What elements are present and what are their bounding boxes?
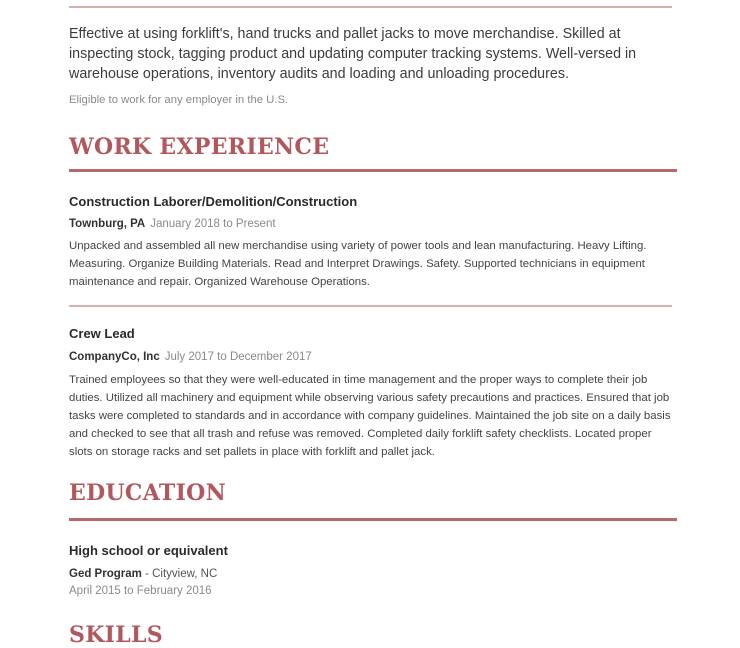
job-divider	[69, 305, 672, 307]
education-dates: April 2015 to February 2016	[69, 585, 212, 597]
job-meta	[69, 351, 677, 363]
work-experience-rule	[69, 169, 677, 172]
work-experience-heading: WORK EXPERIENCE	[69, 134, 330, 160]
job-company: Townburg, PA	[69, 218, 146, 230]
job-company: CompanyCo, Inc	[69, 351, 160, 363]
job-description: Trained employees so that they were well-educated in time management and the proper ways to complete their job duties. Utilized all machinery and equipment while observing various safety precautions and practices. Ensured that job tasks were completed to standards and in accordance with company guidelines. Maintained the job site on a daily basis and checked to see that all trash and refuse was removed. Completed daily forklift safety checklists. Located proper slots on storage racks and set pallets in place with forklift and pallet jack.	[69, 374, 671, 458]
education-heading: EDUCATION	[69, 480, 227, 506]
top-divider	[69, 6, 672, 8]
eligibility-note: Eligible to work for any employer in the U.S.	[69, 94, 289, 106]
school-name: Ged Program	[69, 568, 142, 580]
job-dates: January 2018 to Present	[150, 218, 276, 230]
job-title: Crew Lead	[69, 326, 135, 341]
job-meta	[69, 218, 677, 230]
summary-text: Effective at using forklift's, hand trucks and pallet jacks to move merchandise. Skilled at inspecting stock, tagging product and updating computer tracking systems. Well-versed in warehouse operations, inventory audits and loading and unloading procedures.	[69, 26, 637, 82]
school-line	[69, 568, 677, 580]
degree: High school or equivalent	[69, 543, 228, 558]
education-rule	[69, 518, 677, 521]
job-description: Unpacked and assembled all new merchandise using variety of power tools and lean manufacturing. Heavy Lifting. Measuring. Organize Building Materials. Read and Interpret Drawings. Safety. Supported technicians in equipment maintenance and repair. Organized Warehouse Operations.	[69, 240, 647, 288]
job-title: Construction Laborer/Demolition/Construction	[69, 194, 358, 209]
skills-heading: SKILLS	[69, 622, 163, 648]
job-dates: July 2017 to December 2017	[164, 351, 312, 363]
school-location: - Cityview, NC	[141, 568, 218, 580]
